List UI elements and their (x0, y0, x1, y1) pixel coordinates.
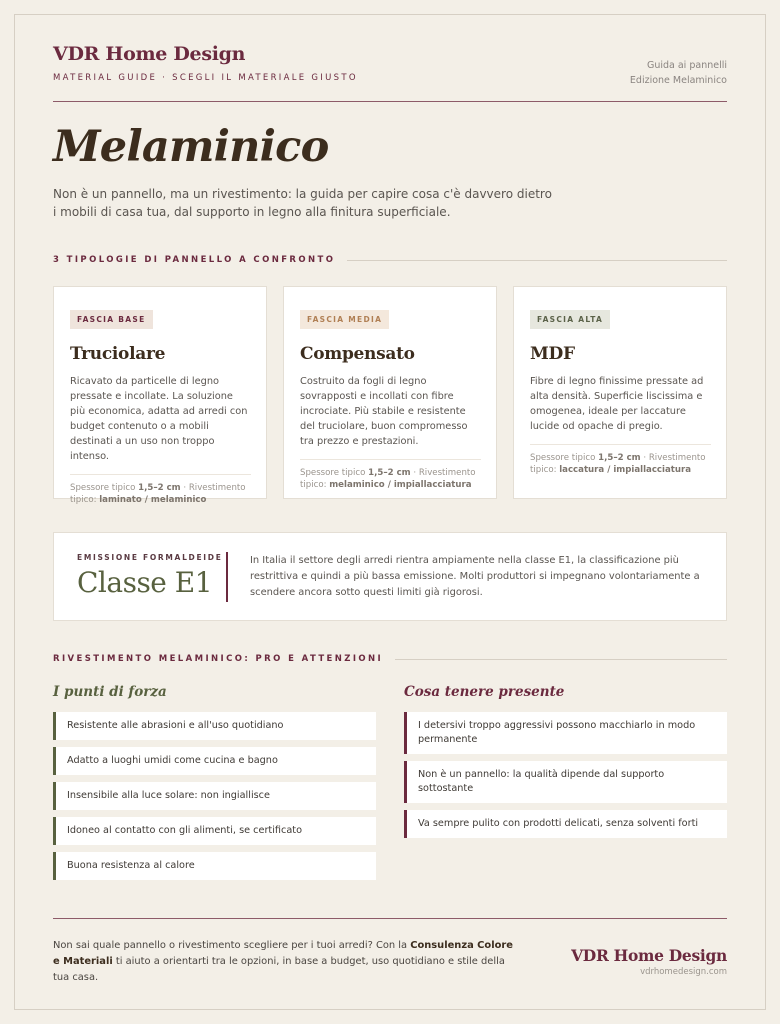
panel-cards (53, 286, 727, 505)
section-title-pros: RIVESTIMENTO MELAMINICO: PRO E ATTENZIONI (53, 654, 395, 664)
cons-title: Cosa tenere presente (404, 684, 565, 700)
panel-spec: Spessore tipico 1,5–2 cm · Rivestimento tipico: laminato / melaminico (70, 483, 246, 505)
con-item: I detersivi troppo aggressivi possono macchiarlo in modo permanente (404, 712, 727, 754)
header-divider (53, 101, 727, 102)
con-item: Va sempre pulito con prodotti delicati, senza solventi forti (404, 810, 727, 838)
footer-brand (571, 946, 727, 977)
pro-item: Resistente alle abrasioni e all'uso quotidiano (53, 712, 376, 740)
panel-spec: Spessore tipico 1,5–2 cm · Rivestimento tipico: melaminico / impiallacciatura (300, 468, 476, 490)
panel-description: Fibre di legno finissime pressate ad alta densità. Superficie liscissima e omogenea, ideale per laccature lucide od opache di pregio. (530, 376, 704, 432)
brand-tagline: MATERIAL GUIDE · SCEGLI IL MATERIALE GIUSTO (53, 73, 358, 83)
section-divider (357, 659, 727, 660)
panel-description: Costruito da fogli di legno sovrapposti e incollati con fibre incrociate. Più stabile e resistente del truciolare, buon compromesso tra prezzo e prestazioni. (300, 376, 468, 447)
panel-card (513, 286, 727, 499)
tier-badge: FASCIA MEDIA (300, 310, 389, 329)
guide-page (53, 0, 727, 1024)
panel-name: Compensato (300, 344, 415, 364)
header (53, 43, 727, 86)
thickness-value: 1,5–2 cm (368, 468, 411, 478)
emission-divider (226, 552, 228, 602)
footer-website[interactable]: vdrhomedesign.com (640, 967, 727, 977)
service-name: Consulenza Colore e Materiali (53, 940, 513, 967)
tier-badge: FASCIA BASE (70, 310, 153, 329)
panel-card (283, 286, 497, 499)
footer-cta: Non sai quale pannello o rivestimento scegliere per i tuoi arredi? Con la Consulenza Colore e Materiali ti aiuto a orientarti tra le opzioni, in base a budget, uso quotidiano e stile della tua casa. (53, 940, 513, 983)
pro-item: Buona resistenza al calore (53, 852, 376, 880)
panel-name: Truciolare (70, 344, 166, 364)
card-divider (530, 444, 711, 445)
pro-item: Idoneo al contatto con gli alimenti, se certificato (53, 817, 376, 845)
panel-spec: Spessore tipico 1,5–2 cm · Rivestimento tipico: laccatura / impiallacciatura (530, 453, 706, 475)
tier-badge: FASCIA ALTA (530, 310, 610, 329)
header-meta-line: Edizione Melaminico (629, 75, 727, 86)
panel-description: Ricavato da particelle di legno pressate e incollate. La soluzione più economica, adatta ad arredi con budget contenuto o a mobili destinati a un uso non troppo intenso. (70, 376, 248, 462)
cons-list (404, 712, 727, 838)
pros-title: I punti di forza (53, 684, 167, 700)
pros-column (53, 684, 376, 887)
coating-value: laminato / melaminico (99, 495, 207, 505)
coating-value: laccatura / impiallacciatura (559, 465, 692, 475)
card-divider (70, 474, 251, 475)
emission-label: EMISSIONE FORMALDEIDE (77, 553, 223, 562)
panel-card (53, 286, 267, 505)
con-item: Non è un pannello: la qualità dipende dal supporto sottostante (404, 761, 727, 803)
header-meta-line: Guida ai pannelli (646, 60, 727, 71)
footer-divider (53, 918, 727, 919)
emission-text: In Italia il settore degli arredi rientra ampiamente nella classe E1, la classificazione più restrittiva e quindi a più bassa emissione. Molti produttori si impegnano volontariamente a scendere ancora sotto questi limiti già rigorosi. (250, 555, 700, 598)
emission-class: Classe E1 (77, 566, 213, 599)
brand-name: VDR Home Design (53, 43, 246, 65)
intro-text: Non è un pannello, ma un rivestimento: la guida per capire cosa c'è davvero dietro i mobili di casa tua, dal supporto in legno alla finitura superficiale. (53, 187, 552, 219)
pros-list (53, 712, 376, 880)
card-divider (300, 459, 481, 460)
footer-brand-name: VDR Home Design (571, 946, 727, 965)
thickness-value: 1,5–2 cm (138, 483, 181, 493)
header-meta (630, 58, 727, 88)
section-title-panels: 3 TIPOLOGIE DI PANNELLO A CONFRONTO (53, 255, 347, 265)
cons-column (404, 684, 727, 845)
emission-box (53, 532, 727, 621)
pro-item: Adatto a luoghi umidi come cucina e bagno (53, 747, 376, 775)
page-title: Melaminico (53, 122, 329, 172)
panel-name: MDF (530, 344, 575, 364)
coating-value: melaminico / impiallacciatura (329, 480, 472, 490)
thickness-value: 1,5–2 cm (598, 453, 641, 463)
section-divider (303, 260, 727, 261)
pro-item: Insensibile alla luce solare: non ingiallisce (53, 782, 376, 810)
